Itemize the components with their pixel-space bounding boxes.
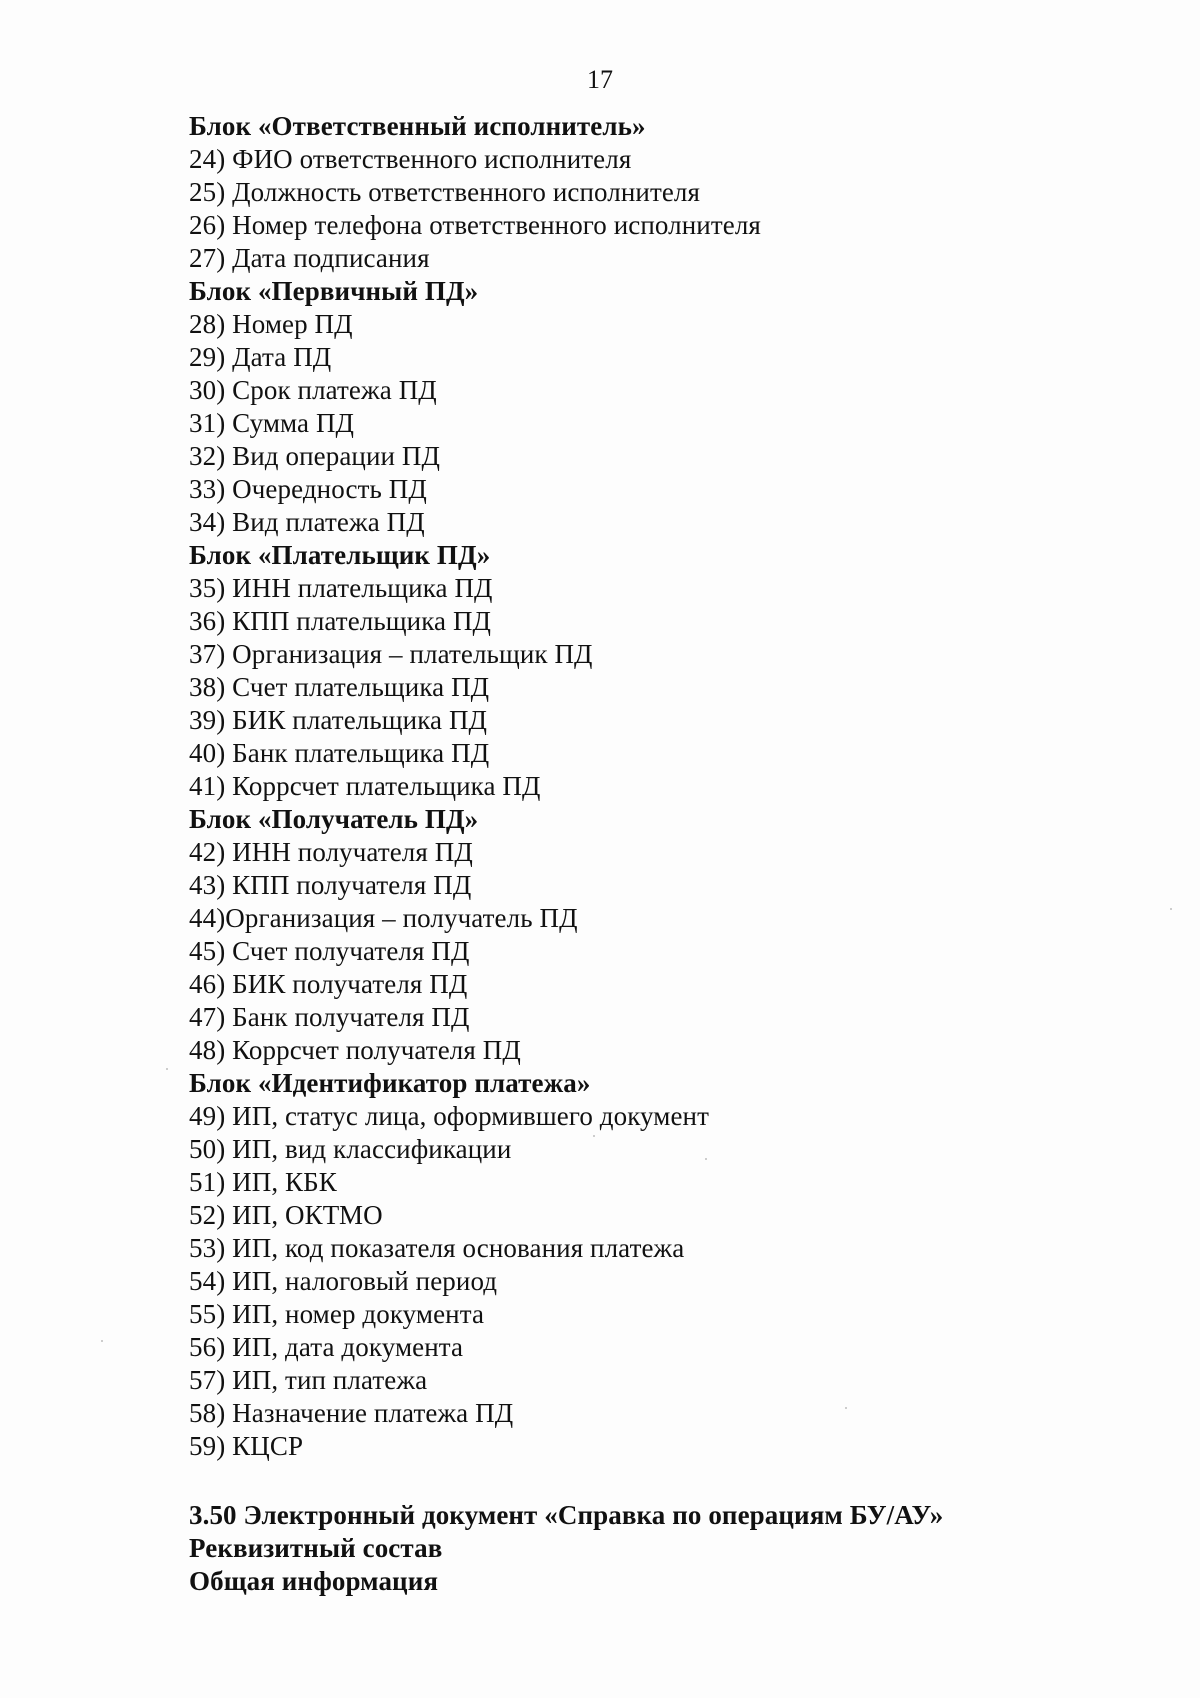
list-item: 59) КЦСР bbox=[189, 1431, 304, 1461]
scan-speck bbox=[593, 1135, 595, 1137]
block-heading: Блок «Ответственный исполнитель» bbox=[189, 111, 646, 141]
list-item: 49) ИП, статус лица, оформившего документ bbox=[189, 1101, 709, 1131]
list-item: 40) Банк плательщика ПД bbox=[189, 738, 490, 768]
list-item: 30) Срок платежа ПД bbox=[189, 375, 437, 405]
section-title: 3.50 Электронный документ «Справка по операциям БУ/АУ» bbox=[189, 1500, 944, 1530]
list-item: 42) ИНН получателя ПД bbox=[189, 837, 473, 867]
list-item: 37) Организация – плательщик ПД bbox=[189, 639, 593, 669]
list-item: 28) Номер ПД bbox=[189, 309, 353, 339]
section-subheading: Общая информация bbox=[189, 1566, 439, 1596]
list-item: 33) Очередность ПД bbox=[189, 474, 427, 504]
section-subtitle: Реквизитный состав bbox=[189, 1533, 443, 1563]
list-item: 36) КПП плательщика ПД bbox=[189, 606, 492, 636]
list-item: 50) ИП, вид классификации bbox=[189, 1134, 512, 1164]
list-item: 52) ИП, ОКТМО bbox=[189, 1200, 383, 1230]
block-heading: Блок «Идентификатор платежа» bbox=[189, 1068, 591, 1098]
list-item: 26) Номер телефона ответственного исполнителя bbox=[189, 210, 761, 240]
list-item: 53) ИП, код показателя основания платежа bbox=[189, 1233, 685, 1263]
list-item: 39) БИК плательщика ПД bbox=[189, 705, 488, 735]
scan-speck bbox=[1170, 908, 1172, 910]
section-3-50 bbox=[189, 1499, 1149, 1598]
section-gap bbox=[189, 1463, 1149, 1499]
scan-speck bbox=[845, 1407, 847, 1409]
list-item: 34) Вид платежа ПД bbox=[189, 507, 425, 537]
list-item: 51) ИП, КБК bbox=[189, 1167, 337, 1197]
list-item: 54) ИП, налоговый период bbox=[189, 1266, 498, 1296]
list-item: 24) ФИО ответственного исполнителя bbox=[189, 144, 632, 174]
list-item: 35) ИНН плательщика ПД bbox=[189, 573, 493, 603]
scan-speck bbox=[166, 1068, 168, 1070]
list-item: 48) Коррсчет получателя ПД bbox=[189, 1035, 521, 1065]
list-item: 56) ИП, дата документа bbox=[189, 1332, 464, 1362]
scan-speck bbox=[705, 1158, 707, 1160]
scan-speck bbox=[101, 1340, 103, 1342]
list-item: 31) Сумма ПД bbox=[189, 408, 355, 438]
list-item: 57) ИП, тип платежа bbox=[189, 1365, 428, 1395]
list-item: 38) Счет плательщика ПД bbox=[189, 672, 490, 702]
list-item: 32) Вид операции ПД bbox=[189, 441, 441, 471]
list-item: 44)Организация – получатель ПД bbox=[189, 903, 578, 933]
list-item: 58) Назначение платежа ПД bbox=[189, 1398, 514, 1428]
requisite-list bbox=[189, 110, 1149, 1463]
list-item: 41) Коррсчет плательщика ПД bbox=[189, 771, 541, 801]
list-item: 29) Дата ПД bbox=[189, 342, 332, 372]
block-heading: Блок «Первичный ПД» bbox=[189, 276, 479, 306]
page-number: 17 bbox=[587, 65, 613, 94]
list-item: 43) КПП получателя ПД bbox=[189, 870, 472, 900]
page-content bbox=[189, 110, 1149, 1598]
list-item: 47) Банк получателя ПД bbox=[189, 1002, 470, 1032]
block-heading: Блок «Плательщик ПД» bbox=[189, 540, 491, 570]
list-item: 45) Счет получателя ПД bbox=[189, 936, 470, 966]
block-heading: Блок «Получатель ПД» bbox=[189, 804, 479, 834]
list-item: 46) БИК получателя ПД bbox=[189, 969, 468, 999]
list-item: 25) Должность ответственного исполнителя bbox=[189, 177, 701, 207]
list-item: 55) ИП, номер документа bbox=[189, 1299, 485, 1329]
list-item: 27) Дата подписания bbox=[189, 243, 430, 273]
